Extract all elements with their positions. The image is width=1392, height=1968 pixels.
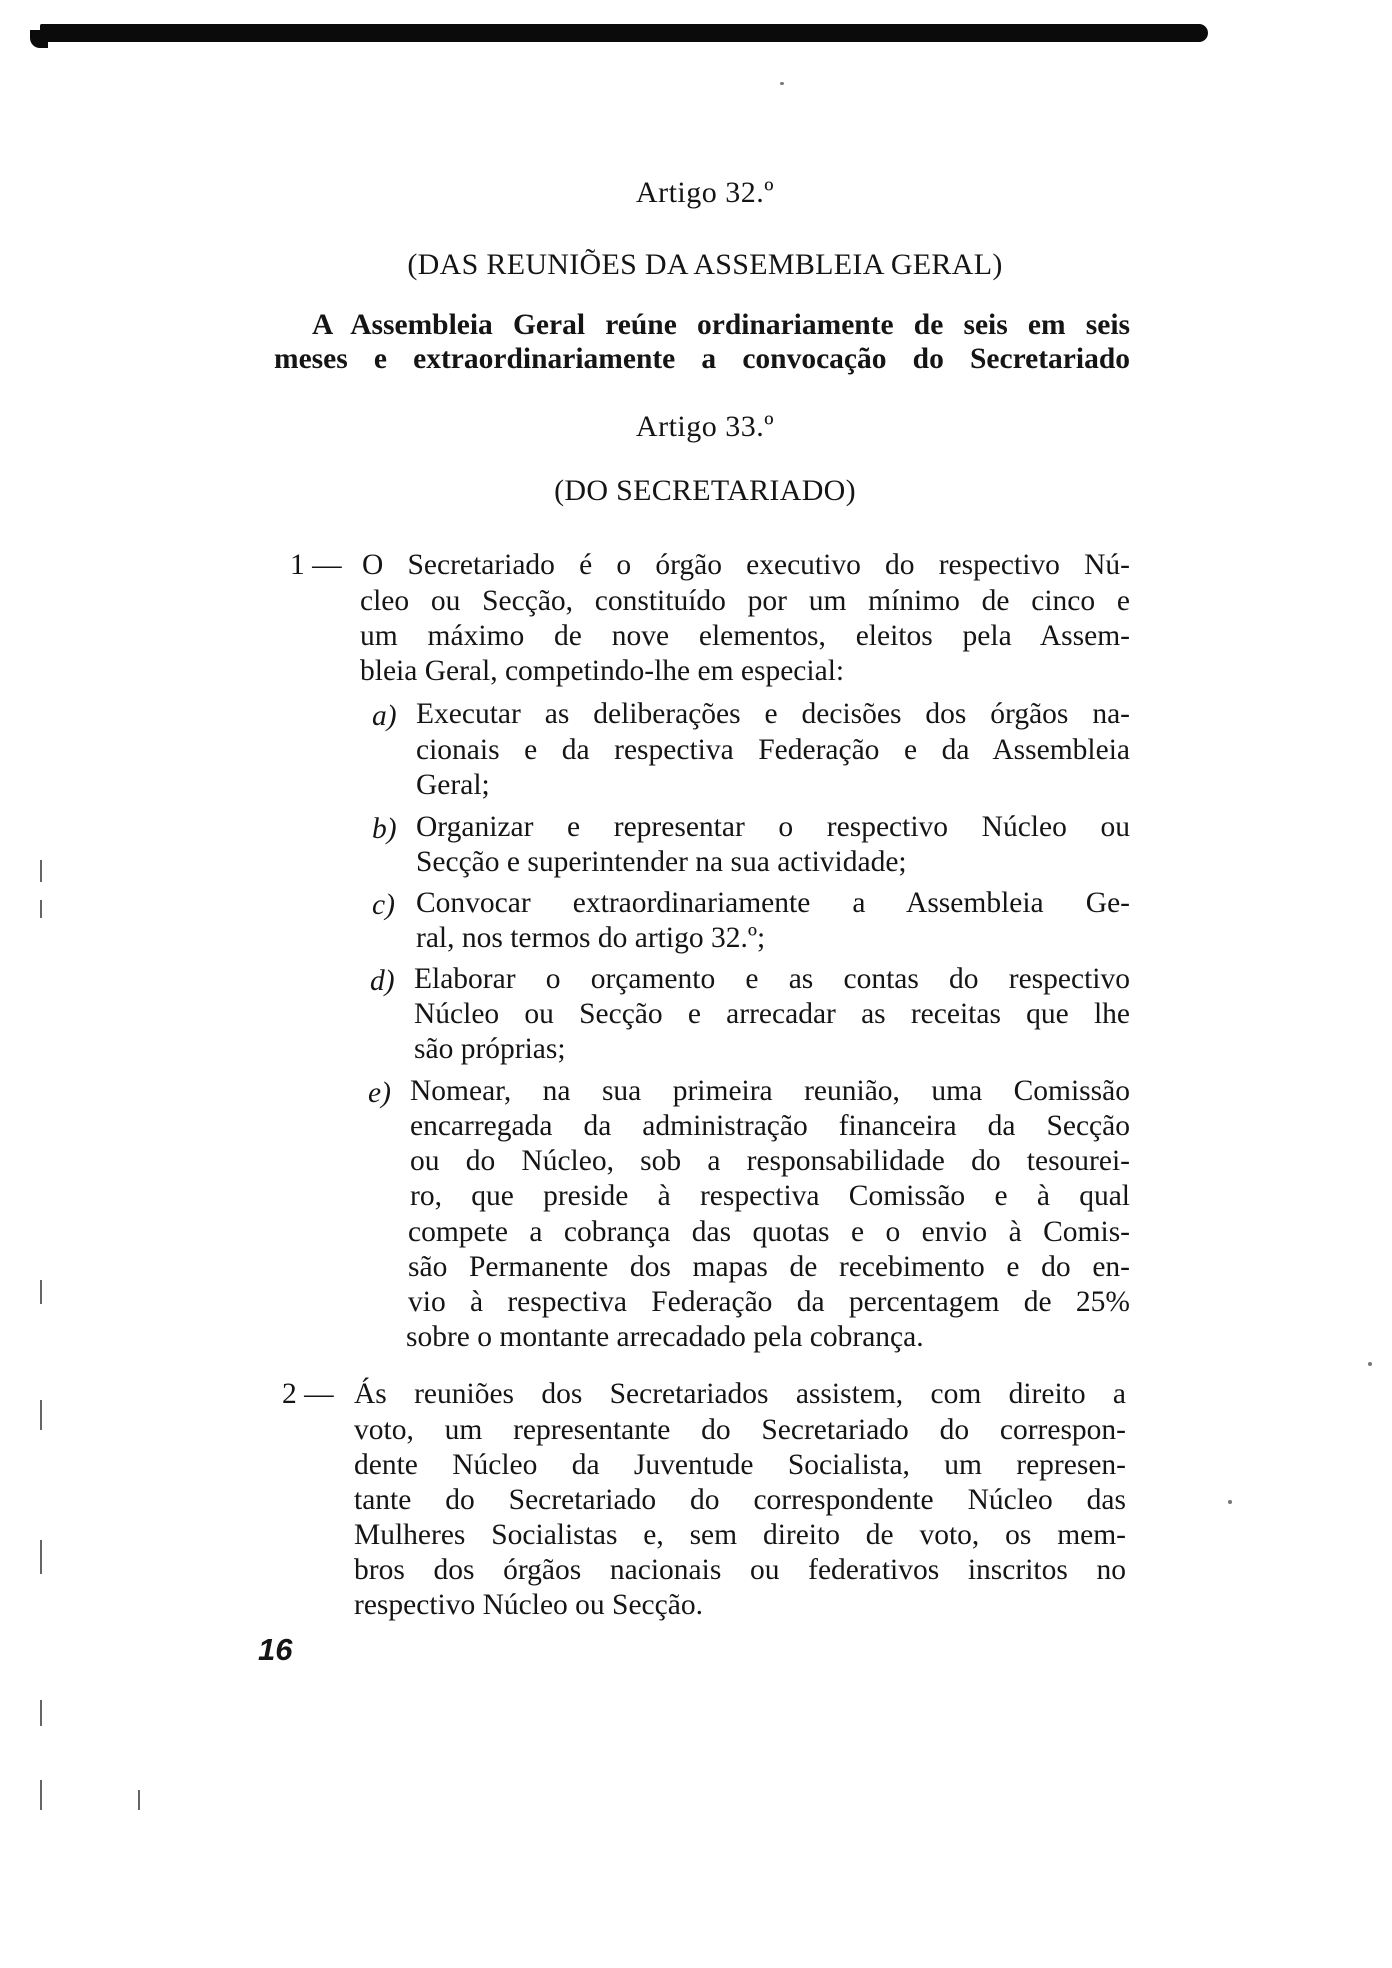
- scan-top-edge: [40, 24, 1208, 42]
- paragraph-1-line: cleo ou Secção, constituído por um mínimo de cinco e: [360, 585, 1130, 617]
- item-e-line: compete a cobrança das quotas e o envio à Comis-: [408, 1216, 1130, 1248]
- scan-margin-mark: [40, 860, 42, 882]
- item-e-line: vio à respectiva Federação da percentagem de 25%: [408, 1286, 1130, 1318]
- item-e-line: encarregada da administração financeira da Secção: [410, 1110, 1130, 1142]
- scan-margin-mark: [40, 1400, 42, 1430]
- article-32-body-line: A Assembleia Geral reúne ordinariamente de seis em seis: [312, 309, 1130, 341]
- paragraph-1-line: um máximo de nove elementos, eleitos pela Assem-: [360, 620, 1130, 652]
- scan-margin-mark: [138, 1790, 140, 1810]
- item-d-line: Elaborar o orçamento e as contas do respectivo: [414, 963, 1130, 995]
- item-c-line: ral, nos termos do artigo 32.º;: [416, 922, 766, 954]
- article-33-title: Artigo 33.º: [635, 410, 775, 443]
- scan-margin-mark: [40, 1540, 42, 1574]
- item-a-line: cionais e da respectiva Federação e da Assembleia: [416, 734, 1130, 766]
- article-32-title: Artigo 32.º: [635, 176, 775, 209]
- item-d-line: Núcleo ou Secção e arrecadar as receitas que lhe: [414, 998, 1130, 1030]
- paragraph-2-line: voto, um representante do Secretariado do correspon-: [354, 1414, 1126, 1446]
- item-e-line: ro, que preside à respectiva Comissão e à qual: [410, 1180, 1130, 1212]
- item-e-line: sobre o montante arrecadado pela cobrança.: [406, 1321, 924, 1353]
- paragraph-2-number: 2 —: [282, 1378, 334, 1410]
- article-32-body-line: meses e extraordinariamente a convocação do Secretariado: [274, 343, 1130, 375]
- paragraph-2-line: Mulheres Socialistas e, sem direito de voto, os mem-: [354, 1519, 1126, 1551]
- article-32-heading: (DAS REUNIÕES DA ASSEMBLEIA GERAL): [407, 248, 1003, 281]
- paragraph-1-number: 1 —: [290, 549, 342, 581]
- item-e-line: ou do Núcleo, sob a responsabilidade do tesourei-: [410, 1145, 1130, 1177]
- scan-top-edge-corner: [30, 30, 48, 48]
- item-b-label: b): [372, 813, 397, 845]
- paragraph-1-line: O Secretariado é o órgão executivo do respectivo Nú-: [362, 549, 1130, 581]
- item-e-line: são Permanente dos mapas de recebimento e do en-: [408, 1251, 1130, 1283]
- item-c-label: c): [372, 889, 395, 921]
- item-b-line: Secção e superintender na sua actividade;: [416, 846, 907, 878]
- paragraph-1-line: bleia Geral, competindo-lhe em especial:: [360, 655, 845, 687]
- item-d-line: são próprias;: [414, 1033, 566, 1065]
- item-e-label: e): [368, 1077, 391, 1109]
- scan-margin-mark: [40, 1700, 42, 1726]
- item-a-label: a): [372, 700, 397, 732]
- item-a-line: Geral;: [416, 769, 490, 801]
- item-e-line: Nomear, na sua primeira reunião, uma Comissão: [410, 1075, 1130, 1107]
- item-c-line: Convocar extraordinariamente a Assembleia Ge-: [416, 887, 1130, 919]
- article-33-heading: (DO SECRETARIADO): [554, 474, 856, 507]
- paragraph-2-line: bros dos órgãos nacionais ou federativos inscritos no: [354, 1554, 1126, 1586]
- scan-speck: [1368, 1362, 1372, 1366]
- scan-margin-mark: [40, 1280, 42, 1304]
- item-a-line: Executar as deliberações e decisões dos órgãos na-: [416, 698, 1130, 730]
- paragraph-2-line: tante do Secretariado do correspondente Núcleo das: [354, 1484, 1126, 1516]
- paragraph-2-line: respectivo Núcleo ou Secção.: [354, 1589, 703, 1621]
- item-d-label: d): [370, 965, 395, 997]
- scan-margin-mark: [40, 1780, 42, 1810]
- paragraph-2-line: Ás reuniões dos Secretariados assistem, com direito a: [354, 1378, 1126, 1410]
- scan-speck: [1228, 1500, 1232, 1504]
- scan-margin-mark: [40, 900, 42, 918]
- scan-speck: [780, 82, 784, 85]
- paragraph-2-line: dente Núcleo da Juventude Socialista, um represen-: [354, 1449, 1126, 1481]
- page-number: 16: [258, 1632, 293, 1667]
- item-b-line: Organizar e representar o respectivo Núcleo ou: [416, 811, 1130, 843]
